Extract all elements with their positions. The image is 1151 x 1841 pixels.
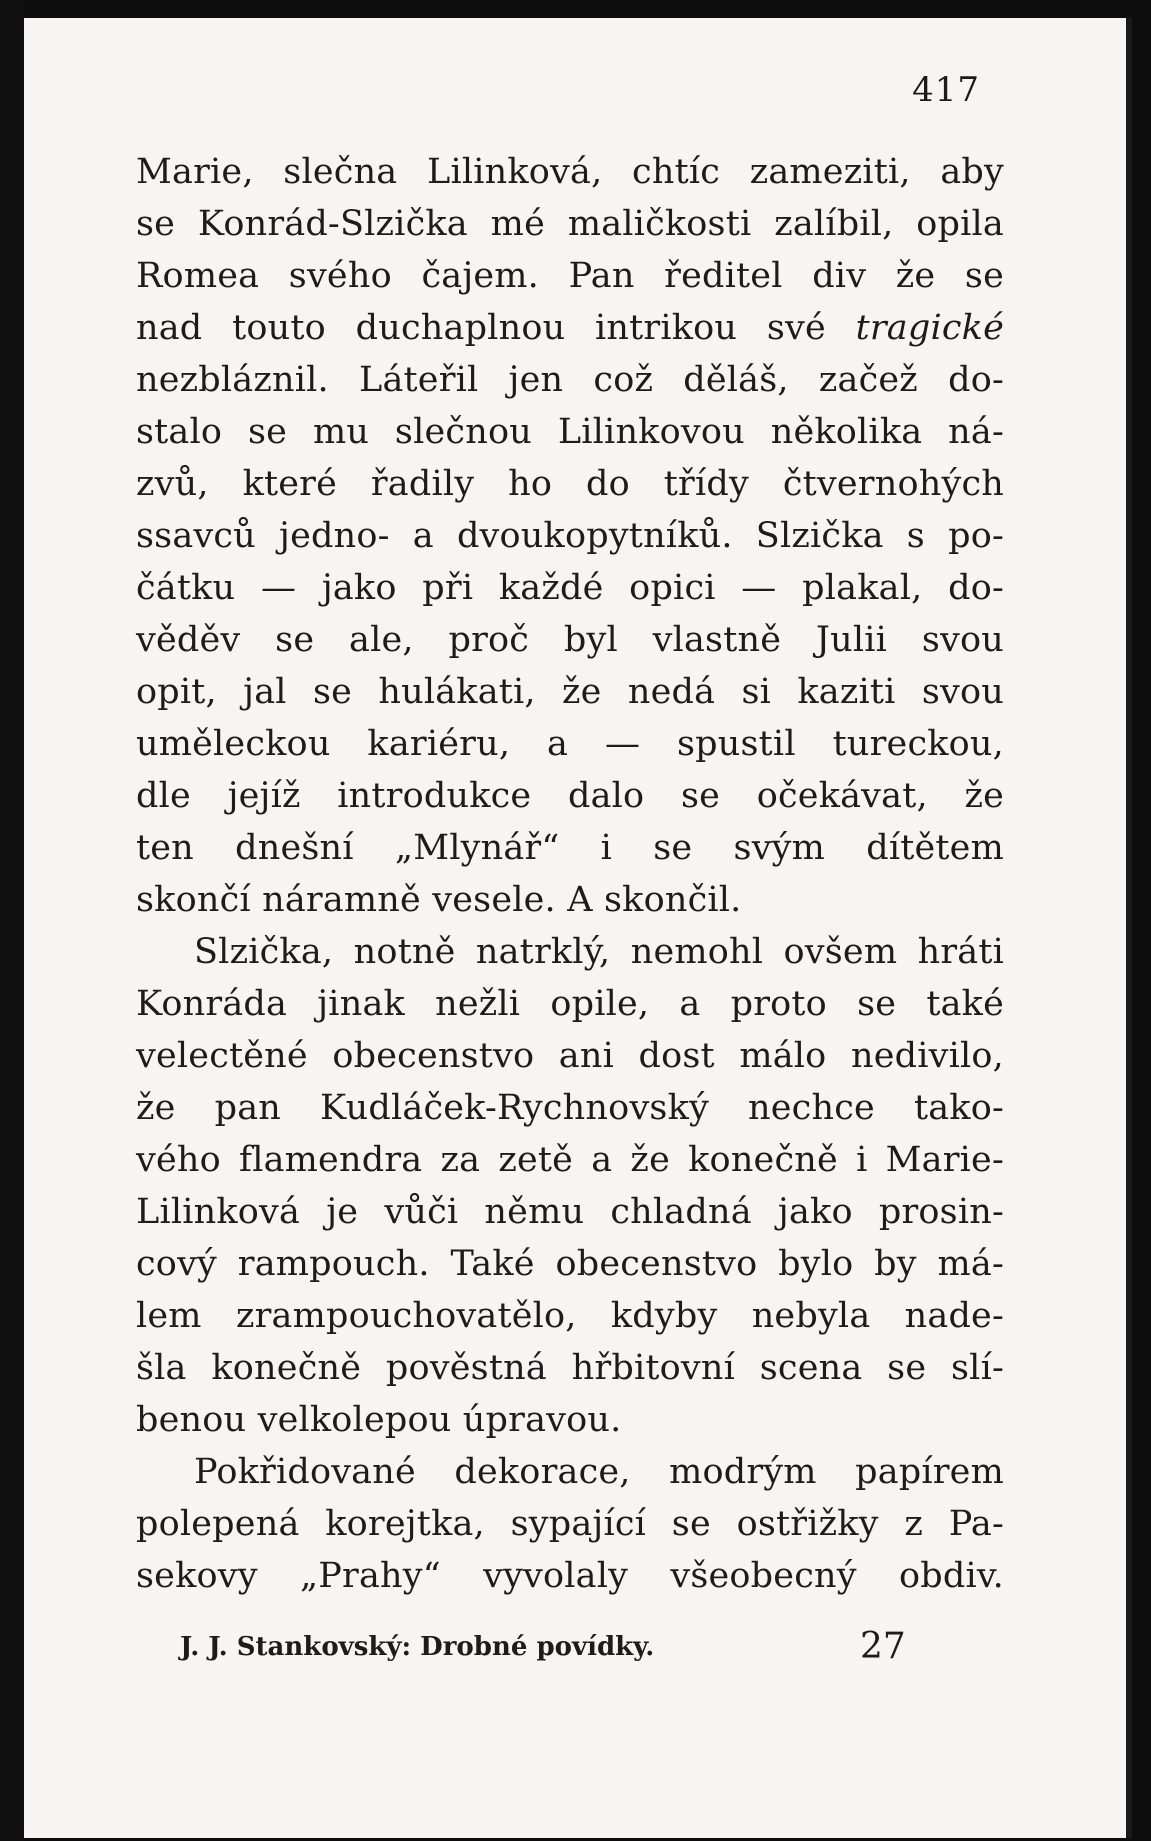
left-binding-edge — [0, 0, 24, 1841]
text-line: Pokřidované dekorace, modrým papírem — [194, 1452, 1004, 1492]
text-line: nad touto duchaplnou intrikou své tragické — [136, 308, 1004, 348]
text-line: skončí náramně vesele. A skončil. — [136, 880, 742, 920]
text-line: Konráda jinak nežli opile, a proto se také — [136, 984, 1004, 1024]
text-line: dle jejíž introdukce dalo se očekávat, že — [136, 776, 1004, 816]
text-line: ssavců jedno- a dvoukopytníků. Slzička s po- — [136, 516, 1004, 556]
text-line: Lilinková je vůči němu chladná jako prosin- — [136, 1192, 1004, 1232]
text-line: zvů, které řadily ho do třídy čtvernohých — [136, 464, 1004, 504]
text-line: Marie, slečna Lilinková, chtíc zameziti, aby — [136, 152, 1004, 192]
text-line: stalo se mu slečnou Lilinkovou několika ná- — [136, 412, 1004, 452]
text-line: čátku — jako při každé opici — plakal, do- — [136, 568, 1004, 608]
text-line: opit, jal se hulákati, že nedá si kaziti svou — [136, 672, 1004, 712]
text-line: věděv se ale, proč byl vlastně Julii svou — [136, 620, 1004, 660]
text-line: cový rampouch. Také obecenstvo bylo by má- — [136, 1244, 1004, 1284]
text-line: šla konečně pověstná hřbitovní scena se slí- — [136, 1348, 1004, 1388]
text-line: ten dnešní „Mlynář“ i se svým dítětem — [136, 828, 1004, 868]
book-signature: J. J. Stankovský: Drobné povídky. — [180, 1632, 655, 1662]
text-line: polepená korejtka, sypající se ostřižky z Pa- — [136, 1504, 1004, 1544]
text-line: sekovy „Prahy“ vyvolaly všeobecný obdiv. — [136, 1556, 1004, 1596]
page-number: 417 — [912, 70, 980, 110]
emphasized-word: tragické — [855, 308, 1004, 348]
sheet-number: 27 — [860, 1626, 906, 1667]
text-line: benou velkolepou úpravou. — [136, 1400, 622, 1440]
body-text — [136, 146, 1004, 1602]
text-line: vého flamendra za zetě a že konečně i Marie- — [136, 1140, 1004, 1180]
text-line: uměleckou kariéru, a — spustil tureckou, — [136, 724, 1004, 764]
text-line: že pan Kudláček-Rychnovský nechce tako- — [136, 1088, 1004, 1128]
book-page — [24, 18, 1132, 1838]
text-line: se Konrád-Slzička mé maličkosti zalíbil, opila — [136, 204, 1004, 244]
text-line: nezbláznil. Láteřil jen což děláš, začež do- — [136, 360, 1004, 400]
text-line: Slzička, notně natrklý, nemohl ovšem hráti — [194, 932, 1004, 972]
text-line: Romea svého čajem. Pan ředitel div že se — [136, 256, 1004, 296]
text-line: lem zrampouchovatělo, kdyby nebyla nade- — [136, 1296, 1004, 1336]
text-line: velectěné obecenstvo ani dost málo nedivilo, — [136, 1036, 1004, 1076]
